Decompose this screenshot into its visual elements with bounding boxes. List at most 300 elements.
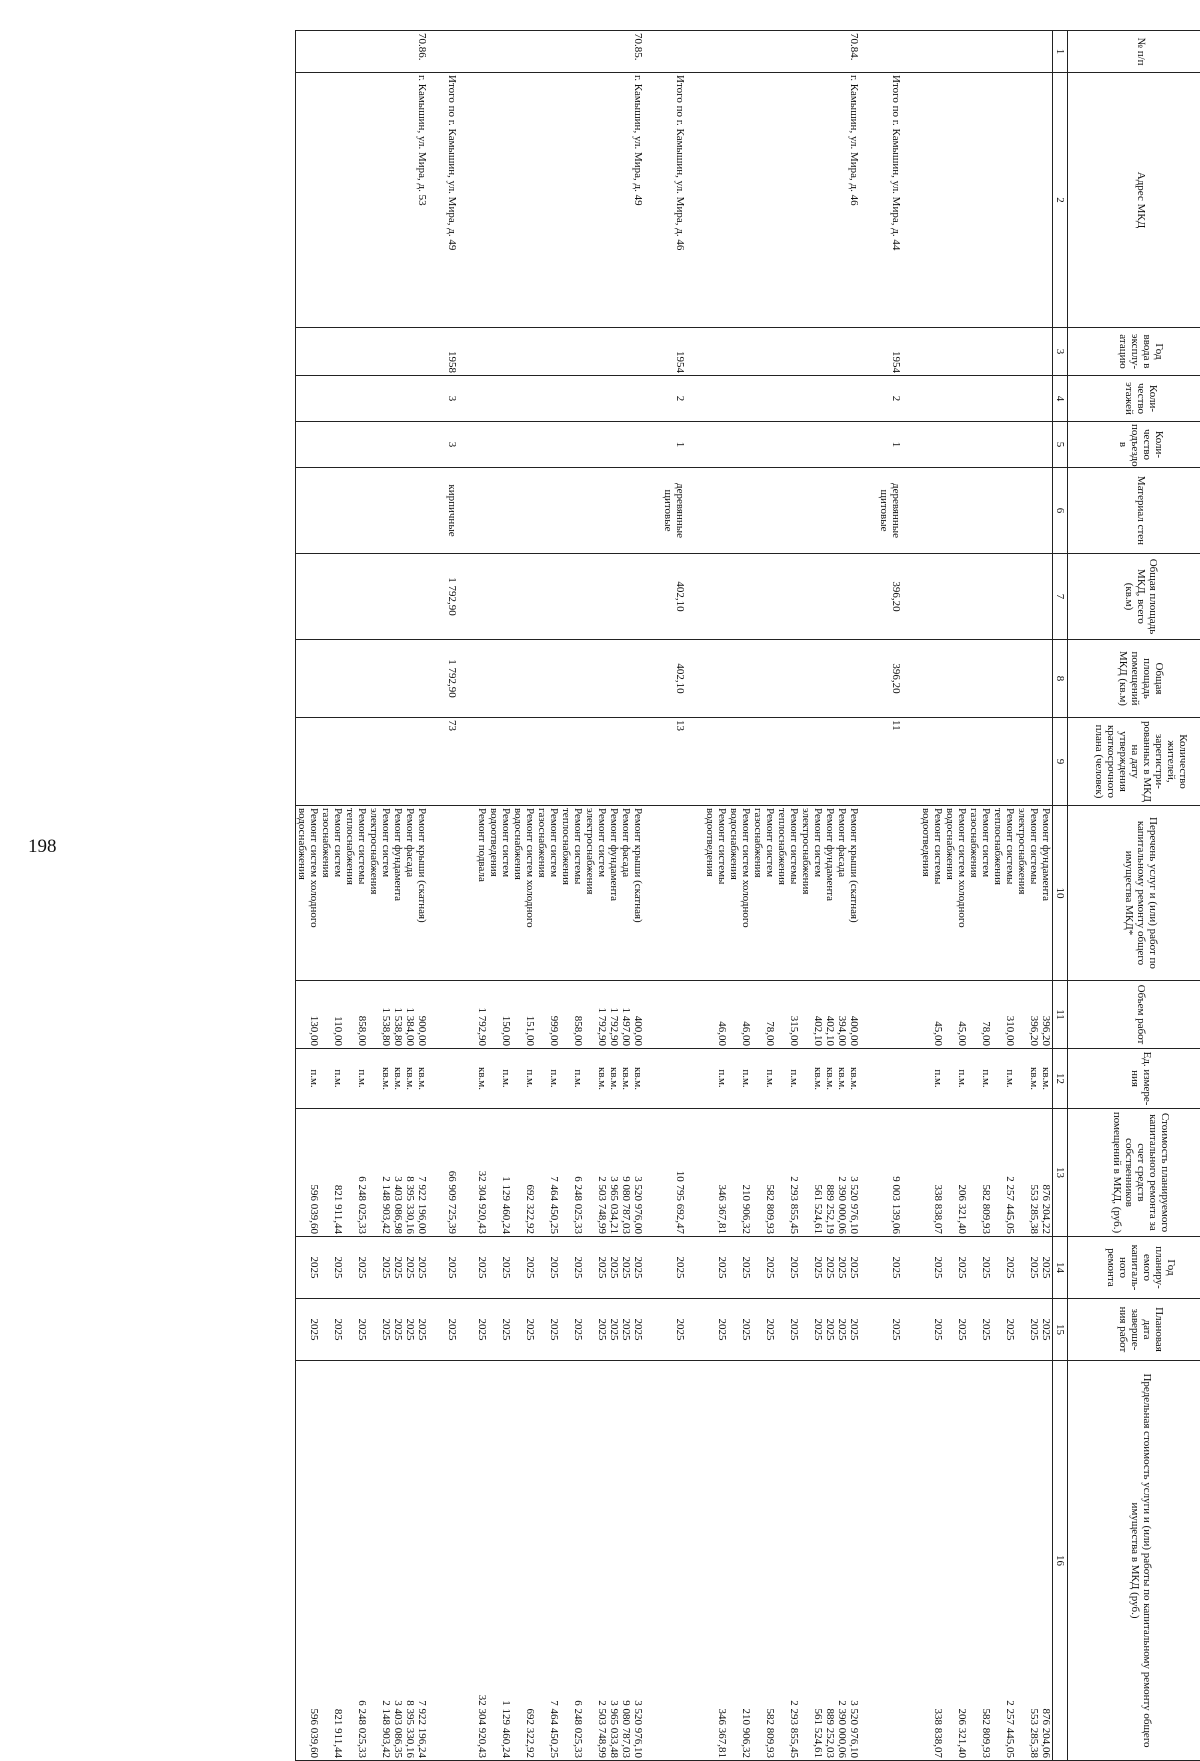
unit-cell: кв.м. <box>608 1049 620 1109</box>
date-cell: 2025 <box>560 1299 584 1361</box>
no-cell <box>776 31 800 73</box>
work-cell: Ремонт систем холодного водоснабжения <box>512 806 536 981</box>
date-cell: 2025 <box>878 1299 902 1361</box>
area-rooms-cell <box>296 640 321 718</box>
volume-cell: 1 497,00 <box>620 981 632 1049</box>
column-number-15: 15 <box>1053 1299 1068 1361</box>
year-cell: 2025 <box>584 1237 608 1299</box>
no-cell: 70.86. <box>416 31 428 73</box>
year-cell: 2025 <box>662 1237 686 1299</box>
residents-cell <box>824 718 836 806</box>
table-row <box>404 31 416 1761</box>
entrances-cell <box>536 422 560 468</box>
walls-cell <box>836 468 848 554</box>
column-number-6: 6 <box>1053 468 1068 554</box>
area-rooms-cell <box>752 640 776 718</box>
walls-cell <box>344 468 368 554</box>
table-row <box>776 31 800 1761</box>
limit-cell: 6 248 025,33 <box>344 1361 368 1761</box>
year-built-cell <box>776 328 800 376</box>
addr-cell <box>320 73 344 328</box>
year-cell: 2025 <box>836 1237 848 1299</box>
unit-cell: кв.м. <box>1040 1049 1053 1109</box>
floors-cell <box>824 376 836 422</box>
unit-cell: п.м. <box>344 1049 368 1109</box>
walls-cell <box>800 468 824 554</box>
limit-cell: 2 148 903,42 <box>368 1361 392 1761</box>
date-cell: 2025 <box>344 1299 368 1361</box>
floors-cell <box>800 376 824 422</box>
floors-cell <box>320 376 344 422</box>
work-cell: Ремонт крыши (скатная) <box>416 806 428 981</box>
cost-cell: 7 464 450,25 <box>536 1109 560 1237</box>
floors-cell <box>836 376 848 422</box>
year-built-cell <box>704 328 728 376</box>
year-built-cell <box>584 328 608 376</box>
date-cell: 2025 <box>620 1299 632 1361</box>
year-cell: 2025 <box>776 1237 800 1299</box>
limit-cell: 6 248 025,33 <box>560 1361 584 1761</box>
addr-cell <box>968 73 992 328</box>
table-row <box>488 31 512 1761</box>
work-cell: Ремонт системы теплоснабжения <box>344 806 368 981</box>
area-cell <box>632 554 644 640</box>
cost-cell: 1 129 460,24 <box>488 1109 512 1237</box>
walls-cell <box>704 468 728 554</box>
floors-cell <box>1016 376 1040 422</box>
walls-cell <box>1016 468 1040 554</box>
area-cell <box>800 554 824 640</box>
unit-cell: п.м. <box>920 1049 944 1109</box>
walls-cell <box>476 468 488 554</box>
year-built-cell <box>968 328 992 376</box>
area-rooms-cell <box>320 640 344 718</box>
date-cell: 2025 <box>320 1299 344 1361</box>
volume-cell: 1 792,90 <box>584 981 608 1049</box>
no-cell <box>1016 31 1040 73</box>
unit-cell: п.м. <box>776 1049 800 1109</box>
addr-cell <box>512 73 536 328</box>
year-cell: 2025 <box>416 1237 428 1299</box>
entrances-cell <box>824 422 836 468</box>
addr-cell <box>800 73 824 328</box>
unit-cell: кв.м. <box>404 1049 416 1109</box>
spacer-row <box>644 31 662 1761</box>
area-rooms-cell <box>728 640 752 718</box>
area-cell: 1 792,90 <box>446 554 458 640</box>
column-number-4: 4 <box>1053 376 1068 422</box>
walls-cell <box>512 468 536 554</box>
entrances-cell <box>584 422 608 468</box>
addr-cell <box>620 73 632 328</box>
area-cell <box>752 554 776 640</box>
limit-cell: 596 039,60 <box>296 1361 321 1761</box>
addr-cell: г. Камышин, ул. Мира, д. 53 <box>416 73 428 328</box>
no-cell <box>800 31 824 73</box>
addr-cell <box>704 73 728 328</box>
volume-cell: 999,00 <box>536 981 560 1049</box>
column-header-13: Стоимость планируемого капитального ремонта за счет средств собственников помещений в МКД, (руб.) <box>1068 1109 1200 1237</box>
spacer-row <box>686 31 704 1761</box>
work-cell: Ремонт систем водоотведения <box>488 806 512 981</box>
cost-cell: 2 257 445,05 <box>992 1109 1016 1237</box>
area-rooms-cell <box>488 640 512 718</box>
floors-cell <box>560 376 584 422</box>
unit-cell: п.м. <box>752 1049 776 1109</box>
date-cell: 2025 <box>584 1299 608 1361</box>
limit-cell: 9 080 787,03 <box>620 1361 632 1761</box>
column-number-16: 16 <box>1053 1361 1068 1761</box>
area-rooms-cell: 402,10 <box>662 640 686 718</box>
year-built-cell <box>752 328 776 376</box>
date-cell: 2025 <box>968 1299 992 1361</box>
volume-cell: 400,00 <box>632 981 644 1049</box>
limit-cell <box>662 1361 686 1761</box>
cost-cell: 32 304 920,43 <box>476 1109 488 1237</box>
year-built-cell <box>836 328 848 376</box>
addr-cell: Итого по г. Камышин, ул. Мира, д. 46 <box>662 73 686 328</box>
table-row <box>848 31 860 1761</box>
limit-cell: 346 367,81 <box>704 1361 728 1761</box>
entrances-cell <box>848 422 860 468</box>
addr-cell <box>836 73 848 328</box>
year-cell: 2025 <box>752 1237 776 1299</box>
area-cell <box>416 554 428 640</box>
table-row <box>392 31 404 1761</box>
walls-cell <box>560 468 584 554</box>
entrances-cell <box>992 422 1016 468</box>
addr-cell <box>368 73 392 328</box>
volume-cell <box>446 981 458 1049</box>
year-cell: 2025 <box>848 1237 860 1299</box>
limit-cell: 3 403 086,35 <box>392 1361 404 1761</box>
unit-cell: кв.м. <box>824 1049 836 1109</box>
column-header-6: Материал стен <box>1068 468 1200 554</box>
no-cell <box>920 31 944 73</box>
entrances-cell <box>968 422 992 468</box>
column-number-7: 7 <box>1053 554 1068 640</box>
limit-cell: 876 204,06 <box>1040 1361 1053 1761</box>
column-header-2: Адрес МКД <box>1068 73 1200 328</box>
year-cell: 2025 <box>620 1237 632 1299</box>
walls-cell <box>728 468 752 554</box>
addr-cell <box>752 73 776 328</box>
residents-cell <box>920 718 944 806</box>
unit-cell: кв.м. <box>392 1049 404 1109</box>
area-cell <box>944 554 968 640</box>
walls-cell <box>608 468 620 554</box>
volume-cell: 130,00 <box>296 981 321 1049</box>
date-cell: 2025 <box>416 1299 428 1361</box>
table-row <box>476 31 488 1761</box>
entrances-cell <box>920 422 944 468</box>
area-cell <box>1016 554 1040 640</box>
residents-cell <box>776 718 800 806</box>
limit-cell: 889 252,03 <box>824 1361 836 1761</box>
unit-cell: кв.м. <box>800 1049 824 1109</box>
year-built-cell <box>488 328 512 376</box>
work-cell: Ремонт фундамента <box>1040 806 1053 981</box>
table-row <box>620 31 632 1761</box>
residents-cell <box>560 718 584 806</box>
no-cell <box>968 31 992 73</box>
year-cell: 2025 <box>992 1237 1016 1299</box>
entrances-cell <box>416 422 428 468</box>
volume-cell: 1 538,80 <box>368 981 392 1049</box>
limit-cell: 2 390 000,06 <box>836 1361 848 1761</box>
cost-cell: 2 148 903,42 <box>368 1109 392 1237</box>
column-header-1: № п/п <box>1068 31 1200 73</box>
floors-cell <box>488 376 512 422</box>
entrances-cell <box>620 422 632 468</box>
work-cell: Ремонт крыши (скатная) <box>632 806 644 981</box>
limit-cell: 692 322,92 <box>512 1361 536 1761</box>
volume-cell: 858,00 <box>560 981 584 1049</box>
work-cell: Ремонт систем холодного водоснабжения <box>296 806 321 981</box>
walls-cell <box>1040 468 1053 554</box>
entrances-cell <box>512 422 536 468</box>
no-cell <box>296 31 321 73</box>
year-cell: 2025 <box>632 1237 644 1299</box>
table-row <box>728 31 752 1761</box>
entrances-cell <box>560 422 584 468</box>
residents-cell: 73 <box>446 718 458 806</box>
area-cell <box>536 554 560 640</box>
cost-cell: 3 965 034,21 <box>608 1109 620 1237</box>
unit-cell: п.м. <box>944 1049 968 1109</box>
area-rooms-cell <box>512 640 536 718</box>
table-row <box>800 31 824 1761</box>
table-row <box>296 31 321 1761</box>
walls-cell <box>296 468 321 554</box>
limit-cell: 32 304 920,43 <box>476 1361 488 1761</box>
area-rooms-cell <box>824 640 836 718</box>
residents-cell <box>476 718 488 806</box>
no-cell <box>446 31 458 73</box>
table-row <box>536 31 560 1761</box>
year-cell: 2025 <box>968 1237 992 1299</box>
spacer-row <box>860 31 878 1761</box>
cost-cell: 596 039,60 <box>296 1109 321 1237</box>
year-built-cell: 1958 <box>446 328 458 376</box>
work-cell: Ремонт системы теплоснабжения <box>992 806 1016 981</box>
table-row <box>752 31 776 1761</box>
addr-cell: Итого по г. Камышин, ул. Мира, д. 44 <box>878 73 902 328</box>
walls-cell <box>488 468 512 554</box>
cost-cell: 6 248 025,33 <box>344 1109 368 1237</box>
year-cell: 2025 <box>488 1237 512 1299</box>
walls-cell <box>584 468 608 554</box>
date-cell: 2025 <box>446 1299 458 1361</box>
residents-cell <box>512 718 536 806</box>
area-rooms-cell <box>848 640 860 718</box>
entrances-cell <box>488 422 512 468</box>
floors-cell <box>344 376 368 422</box>
year-built-cell <box>1040 328 1053 376</box>
area-cell <box>1040 554 1053 640</box>
limit-cell: 561 524,61 <box>800 1361 824 1761</box>
walls-cell <box>632 468 644 554</box>
entrances-cell <box>404 422 416 468</box>
year-built-cell: 1954 <box>878 328 902 376</box>
cost-cell: 2 293 855,45 <box>776 1109 800 1237</box>
no-cell <box>662 31 686 73</box>
area-cell <box>776 554 800 640</box>
table-row <box>320 31 344 1761</box>
area-rooms-cell <box>608 640 620 718</box>
date-cell: 2025 <box>824 1299 836 1361</box>
area-cell <box>488 554 512 640</box>
walls-cell <box>848 468 860 554</box>
residents-cell <box>848 718 860 806</box>
unit-cell <box>662 1049 686 1109</box>
no-cell <box>878 31 902 73</box>
residents-cell <box>344 718 368 806</box>
floors-cell <box>920 376 944 422</box>
date-cell: 2025 <box>404 1299 416 1361</box>
entrances-cell <box>296 422 321 468</box>
limit-cell: 553 285,38 <box>1016 1361 1040 1761</box>
year-cell: 2025 <box>800 1237 824 1299</box>
work-cell: Ремонт систем электроснабжения <box>584 806 608 981</box>
walls-cell <box>392 468 404 554</box>
addr-cell <box>488 73 512 328</box>
limit-cell: 206 321,40 <box>944 1361 968 1761</box>
entrances-cell <box>776 422 800 468</box>
column-header-14: Год планиру-емого капиталь-ного ремонта <box>1068 1237 1200 1299</box>
residents-cell <box>296 718 321 806</box>
no-cell <box>320 31 344 73</box>
volume-cell: 45,00 <box>944 981 968 1049</box>
column-number-3: 3 <box>1053 328 1068 376</box>
column-number-13: 13 <box>1053 1109 1068 1237</box>
no-cell <box>992 31 1016 73</box>
year-built-cell <box>392 328 404 376</box>
work-cell <box>662 806 686 981</box>
walls-cell <box>536 468 560 554</box>
limit-cell: 3 965 033,48 <box>608 1361 620 1761</box>
entrances-cell <box>368 422 392 468</box>
date-cell: 2025 <box>848 1299 860 1361</box>
addr-cell <box>824 73 836 328</box>
column-header-7: Общая площадь МКД, всего (кв.м) <box>1068 554 1200 640</box>
floors-cell <box>608 376 620 422</box>
limit-cell: 582 809,93 <box>752 1361 776 1761</box>
year-built-cell <box>512 328 536 376</box>
date-cell: 2025 <box>752 1299 776 1361</box>
area-rooms-cell <box>944 640 968 718</box>
floors-cell <box>752 376 776 422</box>
column-header-11: Объем работ <box>1068 981 1200 1049</box>
column-header-10: Перечень услуг и (или) работ по капитальному ремонту общего имущества МКД* <box>1068 806 1200 981</box>
residents-cell <box>404 718 416 806</box>
unit-cell: кв.м. <box>620 1049 632 1109</box>
year-cell: 2025 <box>320 1237 344 1299</box>
year-cell: 2025 <box>392 1237 404 1299</box>
volume-cell: 1 384,00 <box>404 981 416 1049</box>
year-built-cell <box>536 328 560 376</box>
no-cell <box>404 31 416 73</box>
cost-cell: 210 906,32 <box>728 1109 752 1237</box>
year-cell: 2025 <box>1016 1237 1040 1299</box>
residents-cell <box>968 718 992 806</box>
no-cell: 70.85. <box>632 31 644 73</box>
no-cell <box>824 31 836 73</box>
column-number-2: 2 <box>1053 73 1068 328</box>
residents-cell <box>992 718 1016 806</box>
date-cell: 2025 <box>632 1299 644 1361</box>
work-cell: Ремонт системы электроснабжения <box>1016 806 1040 981</box>
area-rooms-cell <box>416 640 428 718</box>
cost-cell: 7 922 196,00 <box>416 1109 428 1237</box>
entrances-cell <box>608 422 620 468</box>
work-cell: Ремонт систем газоснабжения <box>968 806 992 981</box>
walls-cell <box>920 468 944 554</box>
cost-cell: 6 248 025,33 <box>560 1109 584 1237</box>
year-built-cell <box>404 328 416 376</box>
area-rooms-cell <box>800 640 824 718</box>
floors-cell <box>632 376 644 422</box>
volume-cell: 310,00 <box>992 981 1016 1049</box>
area-rooms-cell <box>968 640 992 718</box>
repair-plan-sheet <box>55 30 1200 1660</box>
column-number-14: 14 <box>1053 1237 1068 1299</box>
year-cell: 2025 <box>728 1237 752 1299</box>
year-cell: 2025 <box>608 1237 620 1299</box>
cost-cell: 206 321,40 <box>944 1109 968 1237</box>
limit-cell <box>446 1361 458 1761</box>
no-cell <box>1040 31 1053 73</box>
no-cell <box>704 31 728 73</box>
column-header-15: Плановая дата заверше-ния работ <box>1068 1299 1200 1361</box>
date-cell: 2025 <box>704 1299 728 1361</box>
date-cell: 2025 <box>368 1299 392 1361</box>
table-row <box>1016 31 1040 1761</box>
year-cell: 2025 <box>404 1237 416 1299</box>
walls-cell <box>752 468 776 554</box>
floors-cell <box>404 376 416 422</box>
no-cell <box>836 31 848 73</box>
addr-cell <box>992 73 1016 328</box>
column-header-5: Коли-чество подъездо в <box>1068 422 1200 468</box>
floors-cell <box>728 376 752 422</box>
work-cell <box>878 806 902 981</box>
year-cell: 2025 <box>344 1237 368 1299</box>
residents-cell <box>608 718 620 806</box>
work-cell: Ремонт крыши (скатная) <box>848 806 860 981</box>
area-cell: 402,10 <box>662 554 686 640</box>
addr-cell <box>392 73 404 328</box>
table-row <box>584 31 608 1761</box>
unit-cell: п.м. <box>560 1049 584 1109</box>
area-cell <box>836 554 848 640</box>
limit-cell: 821 911,44 <box>320 1361 344 1761</box>
volume-cell: 151,00 <box>512 981 536 1049</box>
work-cell: Ремонт систем газоснабжения <box>536 806 560 981</box>
area-cell <box>392 554 404 640</box>
column-header-8: Общая площадь помещений МКД (кв.м) <box>1068 640 1200 718</box>
volume-cell: 396,20 <box>1016 981 1040 1049</box>
date-cell: 2025 <box>1040 1299 1053 1361</box>
entrances-cell <box>632 422 644 468</box>
cost-cell: 553 285,38 <box>1016 1109 1040 1237</box>
column-number-9: 9 <box>1053 718 1068 806</box>
area-rooms-cell <box>392 640 404 718</box>
cost-cell: 346 367,81 <box>704 1109 728 1237</box>
spacer-row <box>458 31 476 1761</box>
no-cell <box>488 31 512 73</box>
table-row <box>992 31 1016 1761</box>
